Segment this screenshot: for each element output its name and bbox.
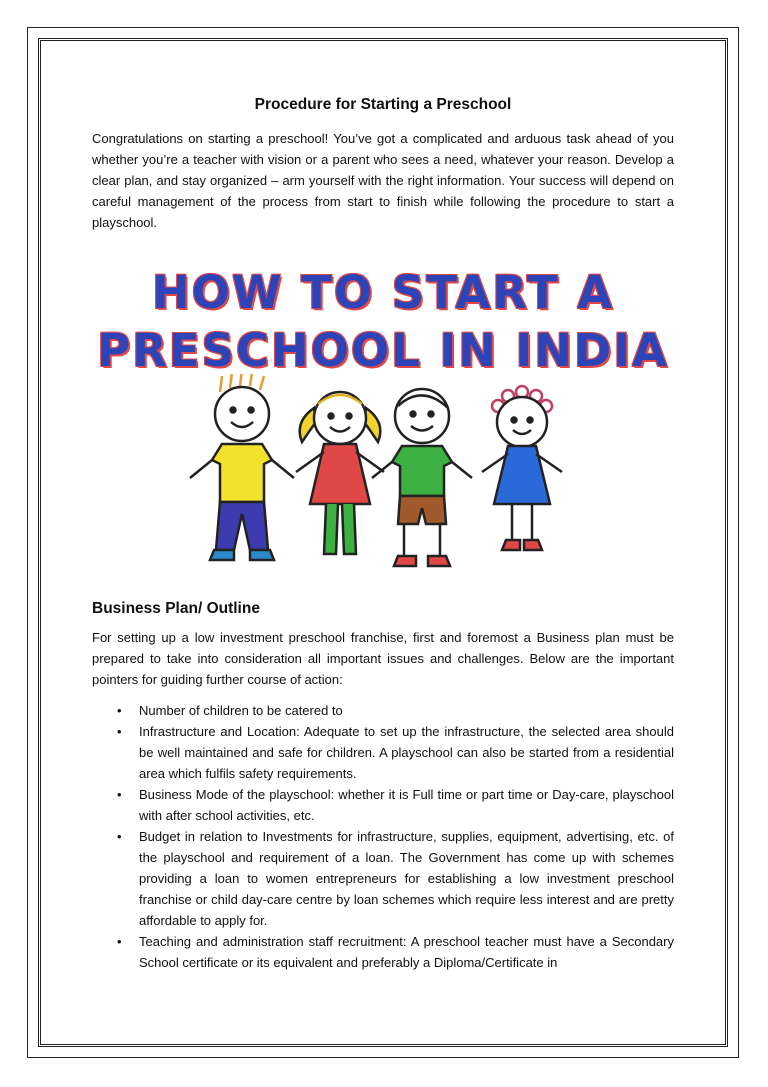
bullet-icon: • [117, 829, 122, 844]
list-item-text: Business Mode of the playschool: whether it is Full time or part time or Day-care, playschool with after school activities, etc. [139, 787, 674, 823]
document-body [92, 96, 674, 973]
list-item [92, 784, 674, 826]
section-paragraph: For setting up a low investment preschool franchise, first and foremost a Business plan must be prepared to take into consideration all important issues and challenges. Below are the important pointers for guiding further course of action: [92, 630, 674, 687]
bullet-list [92, 700, 674, 973]
banner-line-1: HOW TO START A [151, 266, 615, 319]
list-item [92, 931, 674, 973]
section-heading: Business Plan/ Outline [92, 600, 260, 617]
intro-paragraph: Congratulations on starting a preschool! You’ve got a complicated and arduous task ahead of you whether you’re a teacher with vision or a parent who sees a need, whatever your reason. Develop a clear plan, and stay organized – arm yourself with the right information. Your success will depend on careful management of the process from start to finish while following the procedure to start a playschool. [92, 131, 674, 230]
preschool-banner-image [92, 266, 674, 588]
list-item [92, 826, 674, 931]
kid-girl-pigtails-icon [296, 392, 384, 554]
bullet-icon: • [117, 787, 122, 802]
list-item [92, 721, 674, 784]
kids-illustration [92, 374, 674, 588]
list-item-text: Teaching and administration staff recruitment: A preschool teacher must have a Secondary School certificate or its equivalent and preferably a Diploma/Certificate in [139, 934, 674, 970]
bullet-icon: • [117, 703, 122, 718]
kid-boy-icon [190, 374, 294, 560]
list-item-text: Number of children to be catered to [139, 703, 343, 718]
kid-boy-green-icon [372, 389, 472, 566]
list-item-text: Budget in relation to Investments for infrastructure, supplies, equipment, advertising, etc. of the playschool and requirement of a loan. The Government has come up with schemes providing a loan to women entrepreneurs for establishing a low investment preschool franchise or child day-care centre by loan schemes which require less interest and are pretty affordable to apply for. [139, 829, 674, 928]
bullet-icon: • [117, 724, 122, 739]
list-item-text: Infrastructure and Location: Adequate to set up the infrastructure, the selected area should be well maintained and safe for children. A playschool can also be started from a residential area which fulfils safety requirements. [139, 724, 674, 781]
list-item [92, 700, 674, 721]
document-title: Procedure for Starting a Preschool [254, 96, 512, 113]
bullet-icon: • [117, 934, 122, 949]
kid-girl-curly-icon [482, 386, 562, 550]
banner-line-2: PRESCHOOL IN INDIA [97, 324, 669, 377]
